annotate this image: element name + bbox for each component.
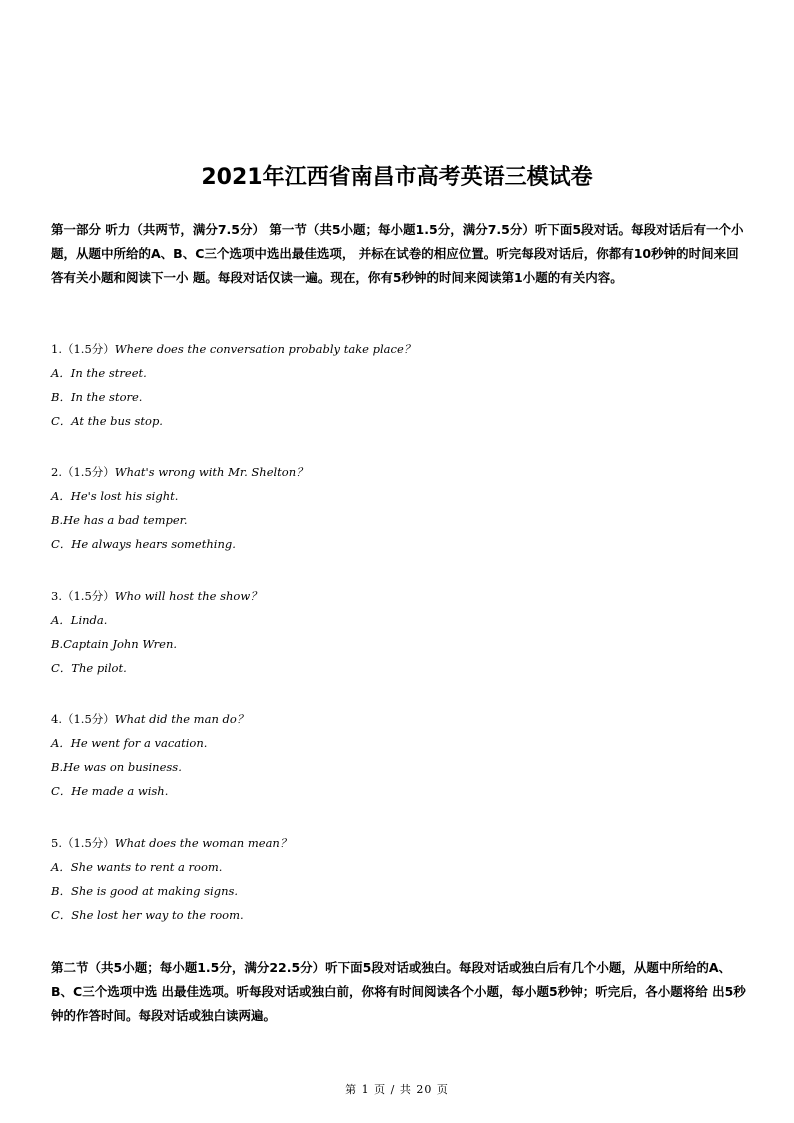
question-number: 4. [51,712,62,726]
question-score: （1.5分） [61,589,115,603]
question-number: 1. [51,342,62,356]
question-score: （1.5分） [61,712,115,726]
question-2 [51,460,651,556]
option-b: B.Captain John Wren. [51,637,178,651]
question-stem [51,460,651,484]
question-stem [51,707,651,731]
question-4 [51,707,651,803]
option-c: C．He always hears something. [51,537,236,551]
option-c: C．She lost her way to the room. [51,908,244,922]
question-text: Where does the conversation probably take place？ [114,342,416,356]
page-number: 第 1 页 / 共 20 页 [345,1083,449,1096]
option-a: A．Linda. [51,613,108,627]
option-c: C．At the bus stop. [51,414,163,428]
question-stem [51,337,651,361]
question-score: （1.5分） [61,342,115,356]
option-a: A．She wants to rent a room. [51,860,223,874]
question-score: （1.5分） [61,465,115,479]
question-number: 3. [51,589,62,603]
question-text: What did the man do？ [114,712,249,726]
option-b: B．She is good at making signs. [51,884,239,898]
option-b: B．In the store. [51,390,143,404]
question-score: （1.5分） [61,836,115,850]
option-a: A．In the street. [51,366,147,380]
option-b: B.He has a bad temper. [51,513,188,527]
section1-instructions: 第一部分 听力（共两节，满分7.5分） 第一节（共5小题；每小题1.5分，满分7.5分）听下面5段对话。每段对话后有一个小题，从题中所给的A、B、C三个选项中选出最佳选项， 并标在试卷的相应位置。听完每段对话后，你都有10秒钟的时间来回答有关小题和阅读下一小 题。每段对话仅读一遍。现在，你有5秒钟的时间来阅读第1小题的有关内容。 [51,222,744,285]
question-number: 2. [51,465,62,479]
option-c: C．He made a wish. [51,784,169,798]
question-3 [51,584,651,680]
page-title: 2021年江西省南昌市高考英语三模试卷 [201,165,593,190]
option-b: B.He was on business. [51,760,182,774]
question-stem [51,831,651,855]
option-a: A．He's lost his sight. [51,489,179,503]
question-text: What's wrong with Mr. Shelton？ [114,465,308,479]
section2-instructions: 第二节（共5小题；每小题1.5分，满分22.5分）听下面5段对话或独白。每段对话或独白后有几个小题，从题中所给的A、B、C三个选项中选 出最佳选项。听每段对话或独白前，你将有时间阅读各个小题，每小题5秒钟；听完后，各小题将给 出5秒钟的作答时间。每段对话或独白读两遍。 [51,960,746,1023]
question-text: What does the woman mean？ [114,836,292,850]
question-number: 5. [51,836,62,850]
question-stem [51,584,651,608]
option-c: C．The pilot. [51,661,127,675]
question-5 [51,831,651,927]
option-a: A．He went for a vacation. [51,736,208,750]
question-text: Who will host the show？ [114,589,262,603]
question-1 [51,337,651,433]
